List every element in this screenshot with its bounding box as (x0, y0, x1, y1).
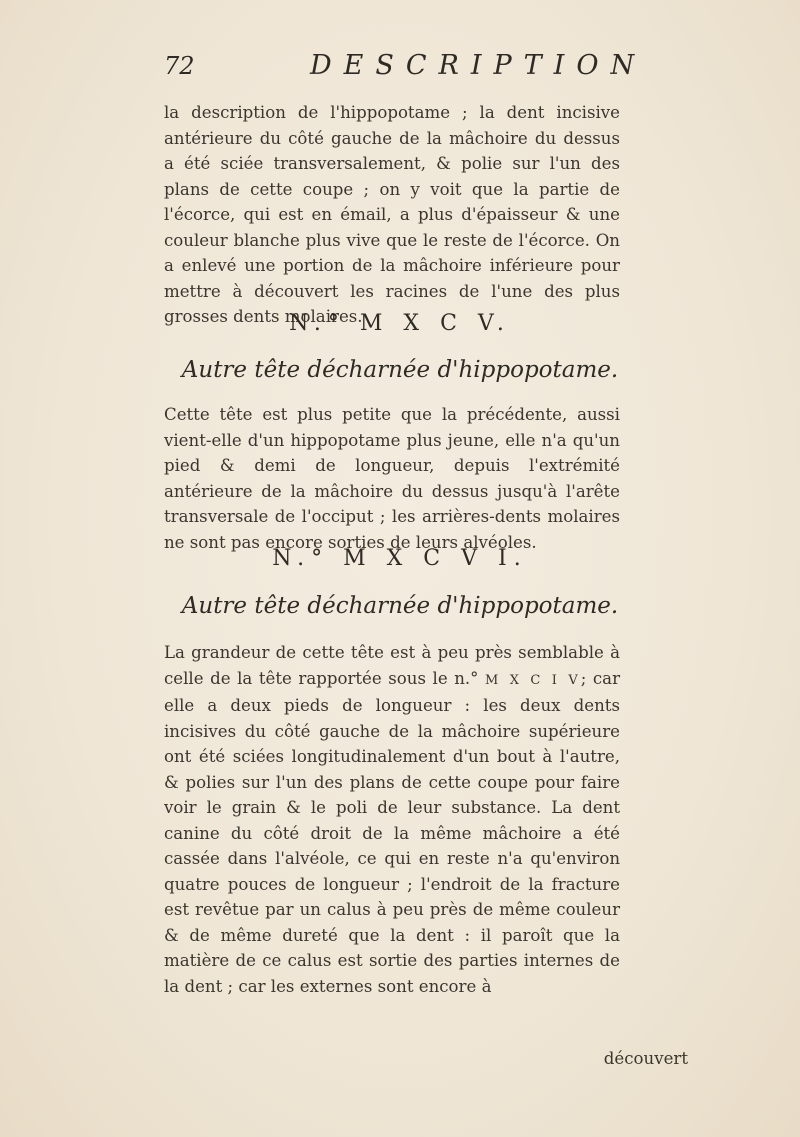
paragraph-text-before-reference: La grandeur de cette tête est à peu près semblable à celle de la tête rapportée sous le n.° (164, 643, 620, 688)
entry-number-1096: N.° M X C V I. (272, 546, 528, 571)
cross-reference: M X C I V (485, 672, 581, 688)
entry-title-1096: Autre tête décharnée d'hippopotame. (181, 593, 619, 619)
catchword: découvert (603, 1049, 688, 1068)
paragraph-text-after-reference: ; car elle a deux pieds de longueur : les deux dents incisives du côté gauche de la mâchoire supérieure ont été sciées longitudinalement d'un bout à l'autre, & polies sur l'un des plans de cette coupe pour faire voir le grain & le poli de leur substance. La dent canine du côté droit de la même mâchoire a été cassée dans l'alvéole, ce qui en reste n'a qu'environ quatre pouces de longueur ; l'endroit de la fracture est revêtue par un calus à peu près de même couleur & de même dureté que la dent : il paroît que la matière de ce calus est sortie des parties internes de la dent ; car les externes sont encore à (164, 668, 620, 996)
paragraph-intro: la description de l'hippopotame ; la dent incisive antérieure du côté gauche de la mâchoire du dessus a été sciée transversalement, & polie sur l'un des plans de cette coupe ; on y voit que la partie de l'écorce, qui est en émail, a plus d'épaisseur & une couleur blanche plus vive que le reste de l'écorce. On a enlevé une portion de la mâchoire inférieure pour mettre à découvert les racines de l'une des plus grosses dents molaires. (164, 103, 620, 326)
entry-number-1095: N.° M X C V. (289, 311, 511, 336)
paragraph-entry-1096 (164, 640, 620, 999)
page-number: 72 (164, 52, 195, 80)
page-header (164, 50, 647, 90)
entry-title-1095: Autre tête décharnée d'hippopotame. (181, 357, 619, 383)
running-title: DESCRIPTION (310, 50, 647, 81)
paragraph-entry-1095: Cette tête est plus petite que la précédente, aussi vient-elle d'un hippopotame plus jeune, elle n'a qu'un pied & demi de longueur, depuis l'extrémité antérieure de la mâchoire du dessus jusqu'à l'arête transversale de l'occiput ; les arrières-dents molaires ne sont pas encore sorties de leurs alvéoles. (164, 405, 620, 552)
